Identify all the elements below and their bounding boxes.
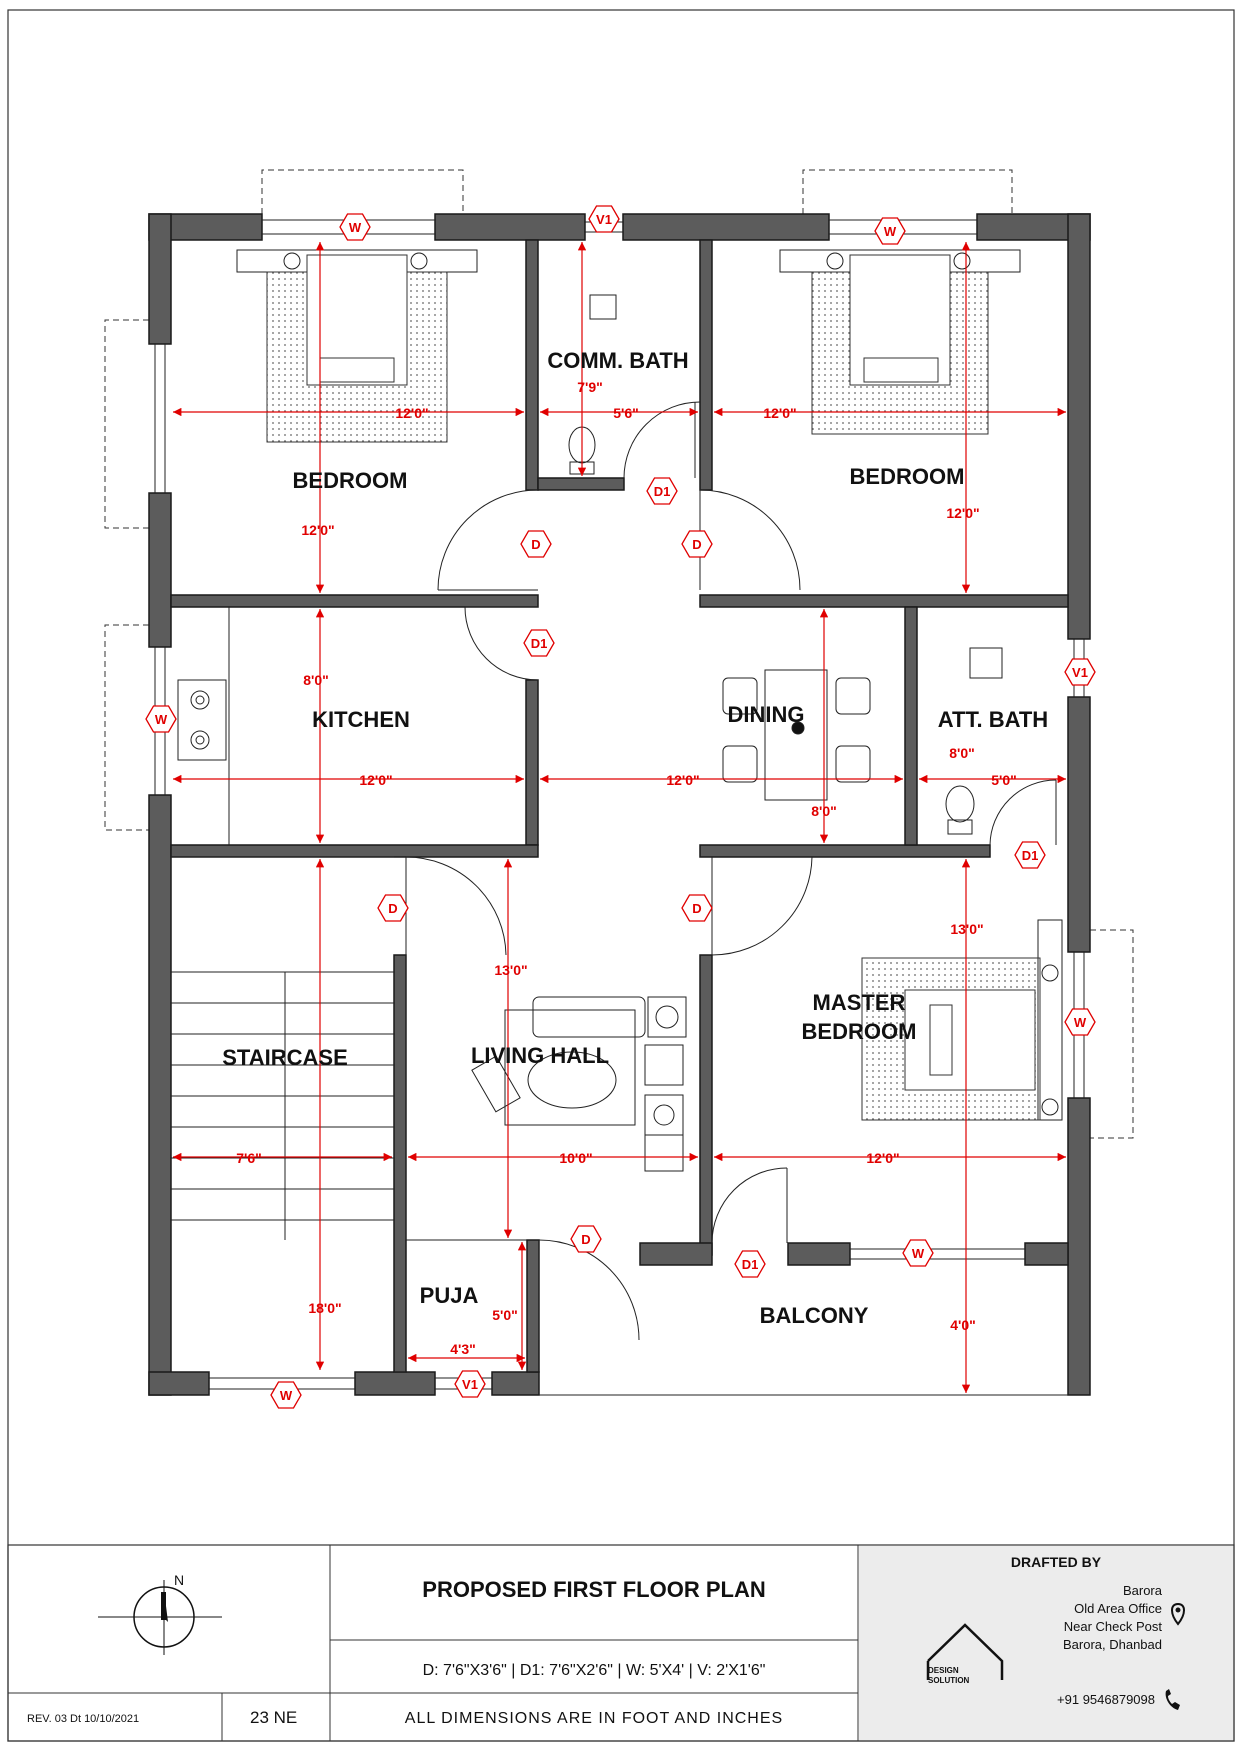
room-balcony: BALCONY [759, 1303, 869, 1328]
address-line-2: Old Area Office [1074, 1601, 1162, 1616]
room-bedroom-left: BEDROOM [292, 468, 408, 493]
sheet-border [8, 10, 1234, 1741]
room-dining: DINING [727, 702, 805, 727]
room-puja: PUJA [419, 1283, 479, 1308]
ventilator-tag-4 [1065, 659, 1095, 685]
room-labels [222, 348, 1048, 1328]
svg-text:D: D [692, 901, 702, 916]
room-comm-bath: COMM. BATH [547, 348, 689, 373]
logo-text-1: DESIGN [928, 1666, 959, 1675]
dimension-labels [236, 379, 1017, 1357]
room-kitchen: KITCHEN [312, 707, 410, 732]
door-swings [406, 402, 1056, 1340]
svg-text:W: W [279, 1388, 293, 1403]
door1-tag-12 [524, 630, 554, 656]
dim-master-w: 12'0" [866, 1150, 900, 1166]
window-tag-0 [340, 214, 370, 240]
dim-bed-right-w: 12'0" [763, 405, 797, 421]
dining-table [723, 670, 870, 800]
dim-stair-h: 18'0" [308, 1300, 342, 1316]
svg-text:D: D [388, 901, 398, 916]
svg-text:D: D [581, 1232, 591, 1247]
svg-text:V1: V1 [462, 1377, 478, 1392]
door-tag-15 [682, 895, 712, 921]
wc-attached [946, 648, 1002, 834]
svg-text:W: W [154, 712, 168, 727]
logo-text-2: SOLUTION [928, 1676, 970, 1685]
window-tag-2 [875, 218, 905, 244]
svg-text:D1: D1 [1021, 848, 1039, 863]
dim-stair-w: 7'6" [236, 1150, 262, 1166]
dim-bed-left-h: 12'0" [301, 522, 335, 538]
floor-plan [105, 170, 1133, 1408]
revision-text: REV. 03 Dt 10/10/2021 [27, 1713, 140, 1725]
ventilator-tag-7 [455, 1371, 485, 1397]
svg-text:W: W [911, 1246, 925, 1261]
room-bedroom-right: BEDROOM [849, 464, 965, 489]
svg-text:V1: V1 [1072, 665, 1088, 680]
svg-text:D1: D1 [653, 484, 671, 499]
dim-balcony-h: 4'0" [950, 1317, 976, 1333]
window-tag-6 [271, 1382, 301, 1408]
dim-dining-h: 8'0" [811, 803, 837, 819]
door-tag-14 [378, 895, 408, 921]
svg-text:D1: D1 [741, 1257, 759, 1272]
address-line-3: Near Check Post [1063, 1619, 1162, 1634]
room-att-bath: ATT. BATH [937, 707, 1049, 732]
staircase-treads [171, 972, 394, 1240]
sheet-number: 23 NE [250, 1708, 298, 1727]
svg-text:V1: V1 [596, 212, 612, 227]
window-tag-5 [1065, 1009, 1095, 1035]
room-master-line1: MASTER [812, 990, 906, 1015]
bed-left [237, 250, 477, 442]
room-living-hall: LIVING HALL [470, 1043, 610, 1068]
drafted-by-panel [859, 1546, 1233, 1740]
svg-text:D: D [692, 537, 702, 552]
dim-kitchen-h: 8'0" [303, 672, 329, 688]
bed-right [780, 250, 1020, 434]
dim-kitchen-w: 12'0" [359, 772, 393, 788]
title-block [8, 1545, 1234, 1741]
north-label: N [174, 1572, 185, 1588]
address-line-4: Barora, Dhanbad [1062, 1637, 1162, 1652]
dim-bath-h: 7'9" [577, 379, 603, 395]
opening-schedule: D: 7'6"X3'6" | D1: 7'6"X2'6" | W: 5'X4' | V: 2'X1'6" [422, 1662, 766, 1679]
phone-number: +91 9546879098 [1057, 1692, 1155, 1707]
dim-dining-w: 12'0" [666, 772, 700, 788]
dim-bed-left-w: 12'0" [395, 405, 429, 421]
svg-text:D1: D1 [530, 636, 548, 651]
drawing-title: PROPOSED FIRST FLOOR PLAN [422, 1577, 766, 1602]
window-tag-3 [146, 706, 176, 732]
door1-tag-9 [647, 478, 677, 504]
svg-text:W: W [348, 220, 362, 235]
door1-tag-17 [735, 1251, 765, 1277]
kitchen-hob [178, 680, 226, 760]
living-sofa [472, 997, 686, 1171]
room-staircase: STAIRCASE [222, 1045, 348, 1070]
compass-icon [98, 1580, 222, 1655]
dim-master-h: 13'0" [950, 921, 984, 937]
drafted-by-label: DRAFTED BY [1010, 1554, 1102, 1570]
door-tag-11 [682, 531, 712, 557]
window-tag-8 [903, 1240, 933, 1266]
dim-att-bath-w: 5'0" [991, 772, 1017, 788]
svg-text:W: W [1073, 1015, 1087, 1030]
room-master-line2: BEDROOM [801, 1019, 917, 1044]
door-tag-10 [521, 531, 551, 557]
dimension-note: ALL DIMENSIONS ARE IN FOOT AND INCHES [404, 1710, 784, 1727]
dim-living-h: 13'0" [494, 962, 528, 978]
dim-puja-h: 5'0" [492, 1307, 518, 1323]
dim-bed-right-h: 12'0" [946, 505, 980, 521]
svg-text:D: D [531, 537, 541, 552]
ventilator-tag-1 [589, 206, 619, 232]
door-tag-16 [571, 1226, 601, 1252]
door1-tag-13 [1015, 842, 1045, 868]
svg-text:W: W [883, 224, 897, 239]
dim-att-bath-h: 8'0" [949, 745, 975, 761]
address-line-1: Barora [1122, 1583, 1162, 1598]
dim-living-w: 10'0" [559, 1150, 593, 1166]
dim-puja-w: 4'3" [450, 1341, 476, 1357]
dim-bath-w: 5'6" [613, 405, 639, 421]
